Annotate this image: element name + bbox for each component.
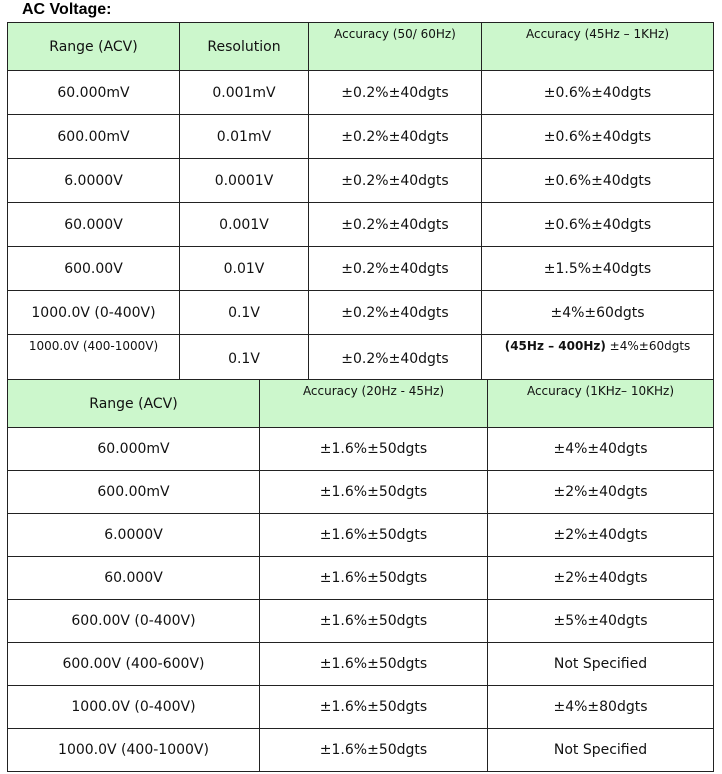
accuracy-cell: ±4%±80dgts [488,686,714,729]
accuracy-cell: ±0.2%±40dgts [309,159,482,203]
accuracy-cell: ±1.6%±50dgts [260,643,488,686]
range-cell: 1000.0V (0-400V) [8,686,260,729]
table-row [8,600,714,643]
accuracy-cell: ±0.2%±40dgts [309,203,482,247]
range-cell: 60.000mV [8,428,260,471]
accuracy-cell: ±1.6%±50dgts [260,686,488,729]
resolution-cell: 0.01V [180,247,309,291]
range-cell: 600.00mV [8,115,180,159]
header-accuracy-20hz-45hz: Accuracy (20Hz - 45Hz) [260,380,488,428]
accuracy-cell: ±4%±60dgts [482,291,714,335]
accuracy-cell: ±0.2%±40dgts [309,291,482,335]
header-resolution: Resolution [180,23,309,71]
accuracy-cell: ±0.2%±40dgts [309,115,482,159]
accuracy-cell: ±0.2%±40dgts [309,247,482,291]
accuracy-cell: Not Specified [488,729,714,772]
accuracy-cell: ±0.6%±40dgts [482,71,714,115]
range-cell: 60.000V [8,203,180,247]
table-row [8,557,714,600]
table-row [8,71,714,115]
range-cell: 60.000V [8,557,260,600]
resolution-cell: 0.01mV [180,115,309,159]
range-cell: 600.00V (400-600V) [8,643,260,686]
accuracy-cell: ±1.6%±50dgts [260,600,488,643]
accuracy-cell: ±0.2%±40dgts [309,71,482,115]
accuracy-cell: ±1.6%±50dgts [260,428,488,471]
table-header-row [8,380,714,428]
table-row [8,115,714,159]
resolution-cell: 0.001V [180,203,309,247]
accuracy-cell: ±2%±40dgts [488,471,714,514]
table-row [8,514,714,557]
table-row [8,686,714,729]
accuracy-cell: ±1.6%±50dgts [260,557,488,600]
resolution-cell: 0.001mV [180,71,309,115]
range-cell: 1000.0V (0-400V) [8,291,180,335]
accuracy-cell: ±1.6%±50dgts [260,514,488,557]
range-cell: 600.00V [8,247,180,291]
accuracy-cell: ±4%±40dgts [488,428,714,471]
resolution-cell: 0.1V [180,335,309,383]
accuracy-cell: ±5%±40dgts [488,600,714,643]
section-title: AC Voltage: [22,1,112,18]
accuracy-cell: ±0.2%±40dgts [309,335,482,383]
table-row [8,729,714,772]
frequency-range-note: (45Hz – 400Hz) [504,339,606,353]
table-row [8,291,714,335]
table-row [8,471,714,514]
ac-voltage-table-1 [7,22,714,383]
resolution-cell: 0.0001V [180,159,309,203]
ac-voltage-table-2 [7,379,714,772]
range-cell: 1000.0V (400-1000V) [8,335,180,383]
accuracy-cell: ±2%±40dgts [488,557,714,600]
header-range: Range (ACV) [8,23,180,71]
range-cell: 600.00mV [8,471,260,514]
range-cell: 1000.0V (400-1000V) [8,729,260,772]
accuracy-cell: ±2%±40dgts [488,514,714,557]
accuracy-value: ±4%±60dgts [605,339,691,353]
header-accuracy-1khz-10khz: Accuracy (1KHz– 10KHz) [488,380,714,428]
accuracy-cell: ±1.6%±50dgts [260,729,488,772]
accuracy-cell: Not Specified [488,643,714,686]
range-cell: 6.0000V [8,159,180,203]
accuracy-cell: ±0.6%±40dgts [482,203,714,247]
resolution-cell: 0.1V [180,291,309,335]
range-cell: 60.000mV [8,71,180,115]
range-cell: 6.0000V [8,514,260,557]
table-row [8,428,714,471]
accuracy-cell: ±0.6%±40dgts [482,159,714,203]
header-accuracy-50-60hz: Accuracy (50/ 60Hz) [309,23,482,71]
header-accuracy-45hz-1khz: Accuracy (45Hz – 1KHz) [482,23,714,71]
accuracy-cell [482,335,714,383]
accuracy-cell: ±0.6%±40dgts [482,115,714,159]
table-row [8,643,714,686]
table-header-row [8,23,714,71]
table-row [8,335,714,383]
accuracy-cell: ±1.5%±40dgts [482,247,714,291]
table-row [8,247,714,291]
header-range: Range (ACV) [8,380,260,428]
accuracy-cell: ±1.6%±50dgts [260,471,488,514]
table-row [8,203,714,247]
table-row [8,159,714,203]
range-cell: 600.00V (0-400V) [8,600,260,643]
